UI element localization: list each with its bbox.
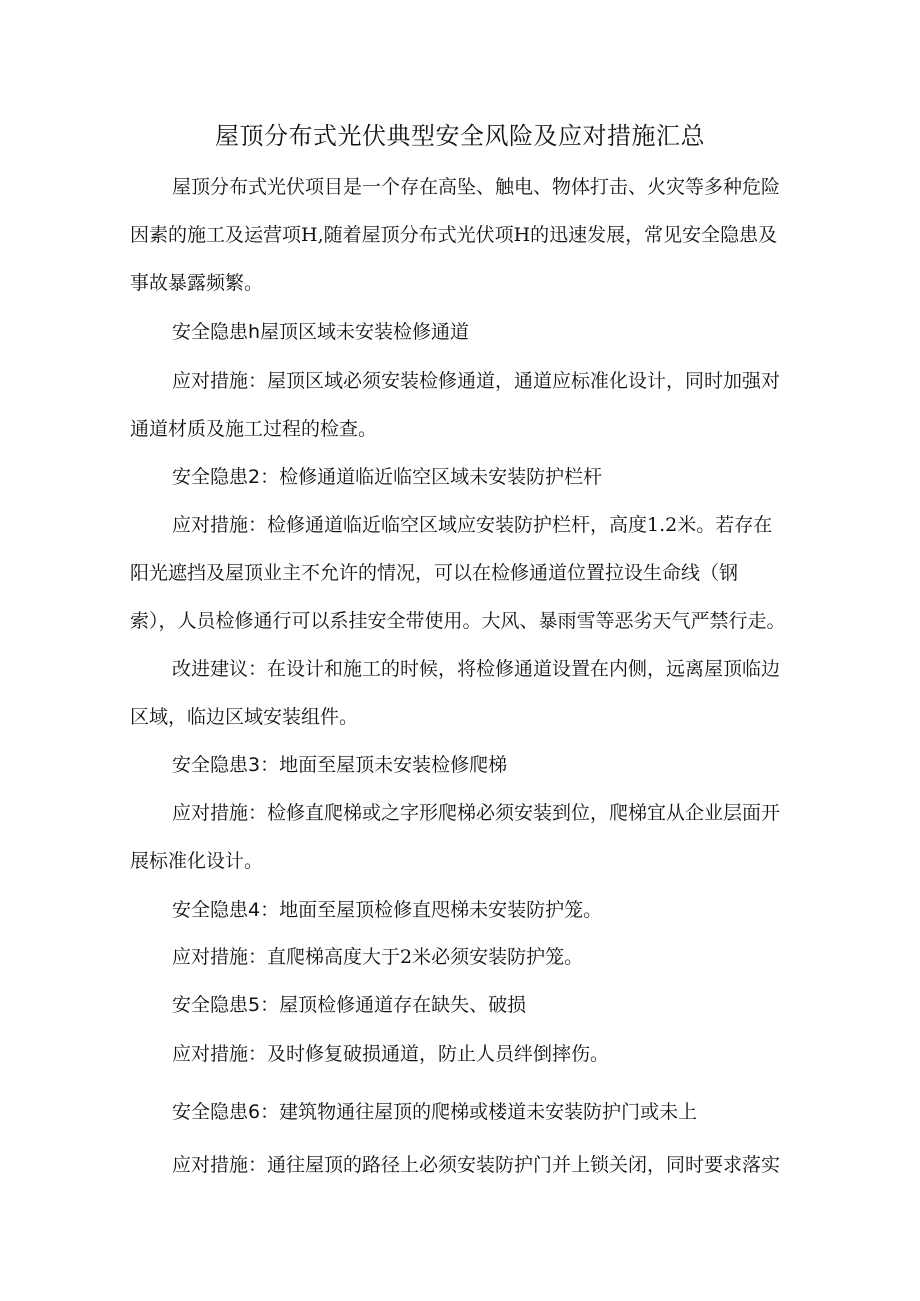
paragraph-line: 应对措施：及时修复破损通道，防止人员绊倒摔伤。 xyxy=(172,1043,610,1065)
paragraph-line: 应对措施：通往屋顶的路径上必须安装防护门并上锁关闭，同时要求落实 xyxy=(172,1154,781,1176)
section-heading: 安全隐患h屋顶区域未安装检修通道 xyxy=(172,321,470,343)
section-heading: 安全隐患5：屋顶检修通道存在缺失、破损 xyxy=(172,994,527,1016)
paragraph-line: 索），人员检修通行可以系挂安全带使用。大风、暴雨雪等恶劣天气严禁行走。 xyxy=(130,610,786,632)
paragraph-line: 展标准化设计。 xyxy=(130,850,264,872)
paragraph-line: 改进建议：在设计和施工的时候，将检修通道设置在内侧，远离屋顶临边 xyxy=(172,658,781,680)
paragraph-line: 通道材质及施工过程的检查。 xyxy=(130,418,378,440)
intro-line: 屋顶分布式光伏项目是一个存在高坠、触电、物体打击、火灾等多种危险 xyxy=(172,176,781,198)
paragraph-line: 区域，临边区域安装组件。 xyxy=(130,706,359,728)
intro-line: 因素的施工及运营项H,随着屋顶分布式光伏项H的迅速发展，常见安全隐患及 xyxy=(130,224,778,246)
section-heading: 安全隐患2：检修通道临近临空区域未安装防护栏杆 xyxy=(172,466,603,488)
paragraph-line: 应对措施：检修直爬梯或之字形爬梯必须安装到位，爬梯宜从企业层面开 xyxy=(172,802,781,824)
intro-line: 事故暴露频繁。 xyxy=(130,272,264,294)
paragraph-line: 阳光遮挡及屋顶业主不允许的情况，可以在检修通道位置拉设生命线（钢 xyxy=(130,562,739,584)
section-heading: 安全隐患4：地面至屋顶检修直咫梯未安装防护笼。 xyxy=(172,899,603,921)
section-heading: 安全隐患3：地面至屋顶未安装检修爬梯 xyxy=(172,754,508,776)
paragraph-line: 应对措施：检修通道临近临空区域应安装防护栏杆，高度1.2米。若存在 xyxy=(172,514,773,536)
paragraph-line: 应对措施：屋顶区域必须安装检修通道，通道应标准化设计，同时加强对 xyxy=(172,370,781,392)
section-heading: 安全隐患6：建筑物通往屋顶的爬梯或楼道未安装防护门或未上 xyxy=(172,1101,698,1123)
page-title: 屋顶分布式光伏典型安全风险及应对措施汇总 xyxy=(215,122,705,150)
paragraph-line: 应对措施：直爬梯高度大于2米必须安装防护笼。 xyxy=(172,946,584,968)
